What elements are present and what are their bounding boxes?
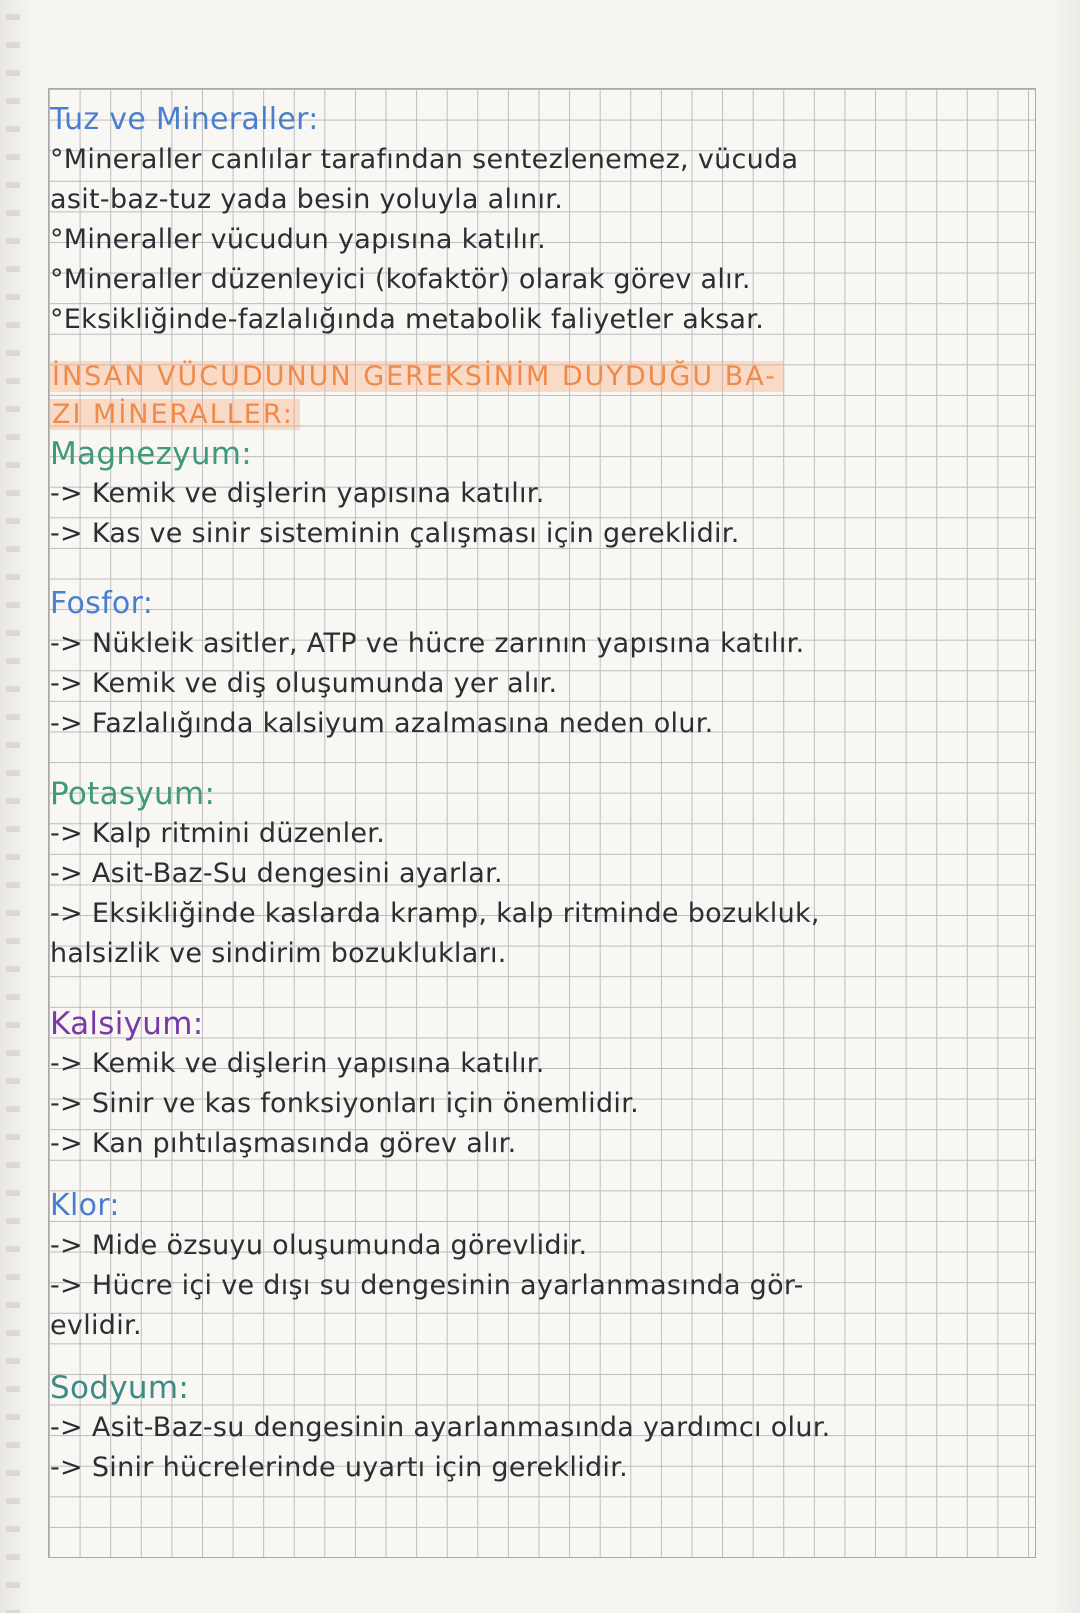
spacer [50,554,1040,584]
spacer [50,744,1040,774]
note-line: °Mineraller düzenleyici (kofaktör) olarak görev alır. [50,264,751,295]
note-line: evlidir. [50,1310,142,1341]
note-line: -> Fazlalığında kalsiyum azalmasına neden olur. [50,708,714,739]
heading-fosfor: Fosfor: [50,586,154,621]
note-line: °Eksikliğinde-fazlalığında metabolik faliyetler aksar. [50,304,765,335]
heading-potasyum: Potasyum: [50,776,216,812]
spacer [50,974,1040,1004]
note-line: -> Asit-Baz-Su dengesini ayarlar. [50,858,503,889]
spacer [50,1164,1040,1186]
note-line: -> Hücre içi ve dışı su dengesinin ayarlanmasında gör- [50,1270,804,1301]
note-line: -> Nükleik asitler, ATP ve hücre zarının yapısına katılır. [50,628,805,659]
note-line: -> Kemik ve dişlerin yapısına katılır. [50,1048,545,1079]
note-line: -> Sinir ve kas fonksiyonları için önemlidir. [50,1088,640,1119]
note-line: -> Kemik ve dişlerin yapısına katılır. [50,478,545,509]
highlighted-banner [50,358,1040,434]
notes-content [50,100,1040,1488]
note-line: -> Eksikliğinde kaslarda kramp, kalp ritminde bozukluk, [50,898,820,929]
note-line: asit-baz-tuz yada besin yoluyla alınır. [50,184,564,215]
note-line: halsizlik ve sindirim bozuklukları. [50,938,507,969]
note-line: -> Sinir hücrelerinde uyartı için gereklidir. [50,1452,629,1483]
note-line: -> Mide özsuyu oluşumunda görevlidir. [50,1230,588,1261]
heading-kalsiyum: Kalsiyum: [50,1006,204,1042]
note-line: -> Kalp ritmini düzenler. [50,818,386,849]
note-line: -> Kemik ve diş oluşumunda yer alır. [50,668,558,699]
heading-klor: Klor: [50,1188,120,1223]
spiral-holes [6,0,20,1613]
note-line: °Mineraller vücudun yapısına katılır. [50,224,547,255]
note-line: -> Kan pıhtılaşmasında görev alır. [50,1128,517,1159]
heading-sodyum: Sodyum: [50,1370,190,1406]
heading-magnezyum: Magnezyum: [50,436,253,472]
note-line: °Mineraller canlılar tarafından sentezlenemez, vücuda [50,144,799,175]
note-line: -> Kas ve sinir sisteminin çalışması için gereklidir. [50,518,740,549]
section-title-tuz-ve-mineraller: Tuz ve Mineraller: [50,102,319,137]
banner-line-2: ZI MİNERALLER: [50,399,300,430]
note-line: -> Asit-Baz-su dengesinin ayarlanmasında yardımcı olur. [50,1412,831,1443]
banner-line-1: İNSAN VÜCUDUNUN GEREKSİNİM DUYDUĞU BA- [50,361,783,392]
spacer [50,1346,1040,1368]
